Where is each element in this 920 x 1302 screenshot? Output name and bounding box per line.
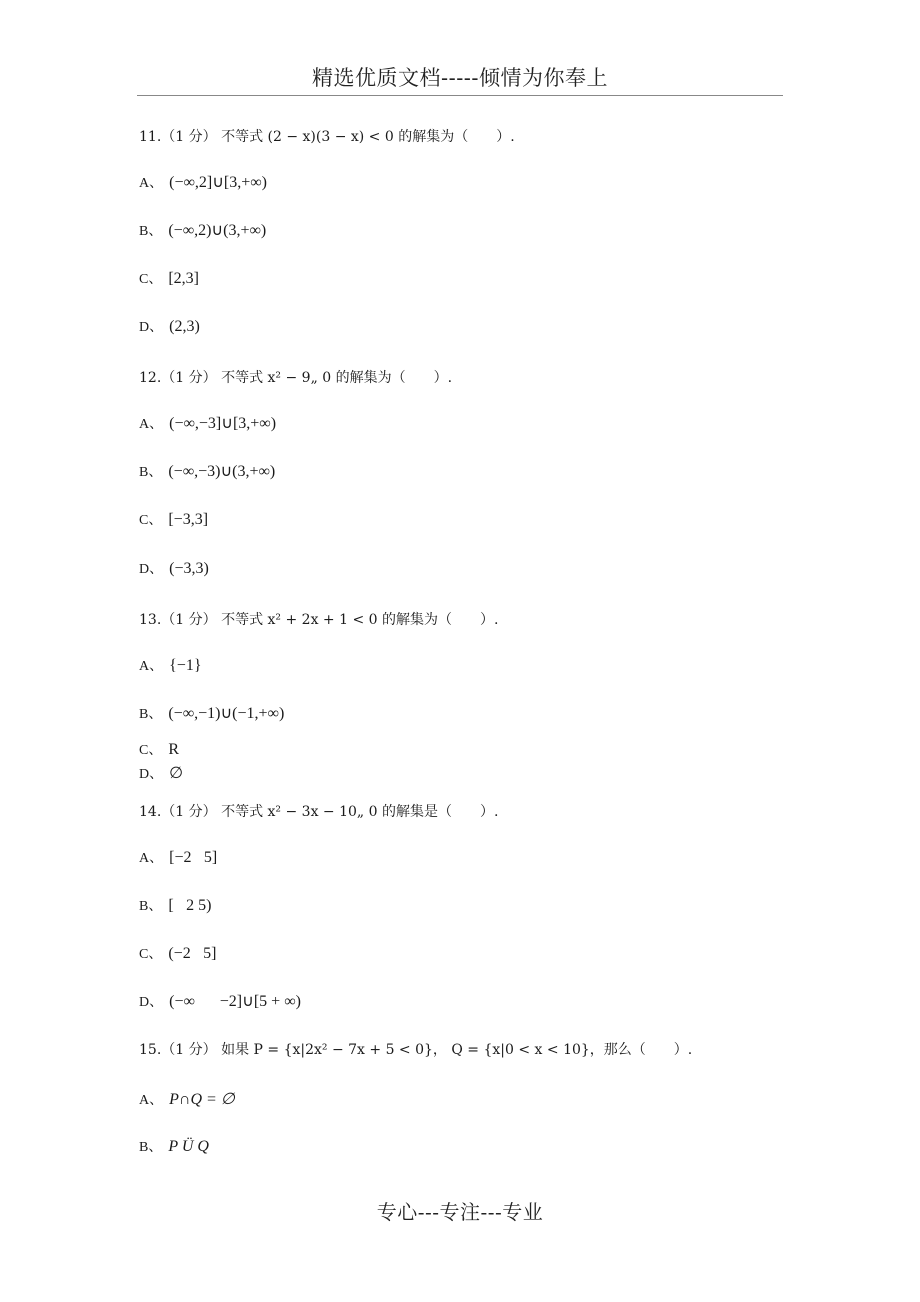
- option-value: (−∞,−3)∪(3,+∞): [168, 463, 276, 480]
- option-label: D、: [139, 320, 164, 335]
- option-value: (−∞,−3]∪[3,+∞): [169, 415, 277, 432]
- option-value: (−∞,2]∪[3,+∞): [169, 174, 268, 191]
- question-14-option-d: [139, 992, 301, 1013]
- question-12-stem: 12.（1 分） 不等式 x² − 9„ 0 的解集为（ ）.: [139, 370, 453, 386]
- question-15-option-a: [139, 1090, 235, 1111]
- option-label: C、: [139, 272, 163, 287]
- option-label: D、: [139, 562, 164, 577]
- option-value: (−∞,2)∪(3,+∞): [168, 222, 267, 239]
- option-value: {−1}: [169, 657, 202, 674]
- option-value: R: [168, 741, 180, 758]
- question-11-option-d: [139, 317, 200, 338]
- option-value: ∅: [169, 765, 184, 782]
- question-13-option-b: [139, 704, 284, 725]
- option-label: B、: [139, 1140, 163, 1155]
- question-13-option-a: [139, 656, 202, 677]
- question-14-option-c: [139, 944, 216, 965]
- option-label: D、: [139, 995, 164, 1010]
- option-value: P Ü Q: [168, 1138, 209, 1155]
- option-value: (−2⃞5]: [168, 945, 217, 962]
- option-value: (−∞,−1)∪(−1,+∞): [168, 705, 285, 722]
- question-13-option-d: [139, 764, 183, 785]
- question-13-stem: 13.（1 分） 不等式 x² + 2x + 1 < 0 的解集为（ ）.: [139, 612, 499, 628]
- option-label: B、: [139, 465, 163, 480]
- question-14-option-a: [139, 848, 217, 869]
- page-header-title: 精选优质文档-----倾情为你奉上: [312, 66, 608, 90]
- option-value: (−3,3): [169, 560, 209, 577]
- option-label: B、: [139, 899, 163, 914]
- option-value: [⃞2 5): [168, 897, 212, 914]
- option-label: B、: [139, 224, 163, 239]
- question-13-option-c: [139, 740, 179, 761]
- option-label: A、: [139, 1093, 164, 1108]
- option-value: [2,3]: [168, 270, 199, 287]
- question-12-option-b: [139, 462, 275, 483]
- option-label: A、: [139, 659, 164, 674]
- option-label: A、: [139, 851, 164, 866]
- question-15-option-b: [139, 1137, 209, 1158]
- question-12-option-c: [139, 510, 208, 531]
- question-11-option-c: [139, 269, 199, 290]
- option-label: C、: [139, 947, 163, 962]
- option-label: B、: [139, 707, 163, 722]
- option-value: (−∞⃞⃞−2]∪[5 + ∞): [169, 993, 301, 1010]
- option-label: C、: [139, 743, 163, 758]
- question-11-option-b: [139, 221, 266, 242]
- question-11-stem: 11.（1 分） 不等式 (2 − x)(3 − x) < 0 的解集为（ ）.: [139, 129, 515, 145]
- option-label: A、: [139, 417, 164, 432]
- option-value: P∩Q = ∅: [169, 1091, 235, 1108]
- question-15-stem: 15.（1 分） 如果 P = {x|2x² − 7x + 5 < 0}， Q = {x|0 < x < 10}，那么（ ）.: [139, 1042, 693, 1058]
- option-value: (2,3): [169, 318, 200, 335]
- option-value: [−2⃞5]: [169, 849, 218, 866]
- question-12-option-d: [139, 559, 209, 580]
- option-label: C、: [139, 513, 163, 528]
- question-14-option-b: [139, 896, 211, 917]
- option-label: D、: [139, 767, 164, 782]
- option-value: [−3,3]: [168, 511, 209, 528]
- option-label: A、: [139, 176, 164, 191]
- page-footer-text: 专心---专注---专业: [376, 1200, 544, 1224]
- question-11-option-a: [139, 173, 267, 194]
- question-12-option-a: [139, 414, 276, 435]
- question-14-stem: 14.（1 分） 不等式 x² − 3x − 10„ 0 的解集是（ ）.: [139, 804, 499, 820]
- header-divider: [137, 95, 783, 96]
